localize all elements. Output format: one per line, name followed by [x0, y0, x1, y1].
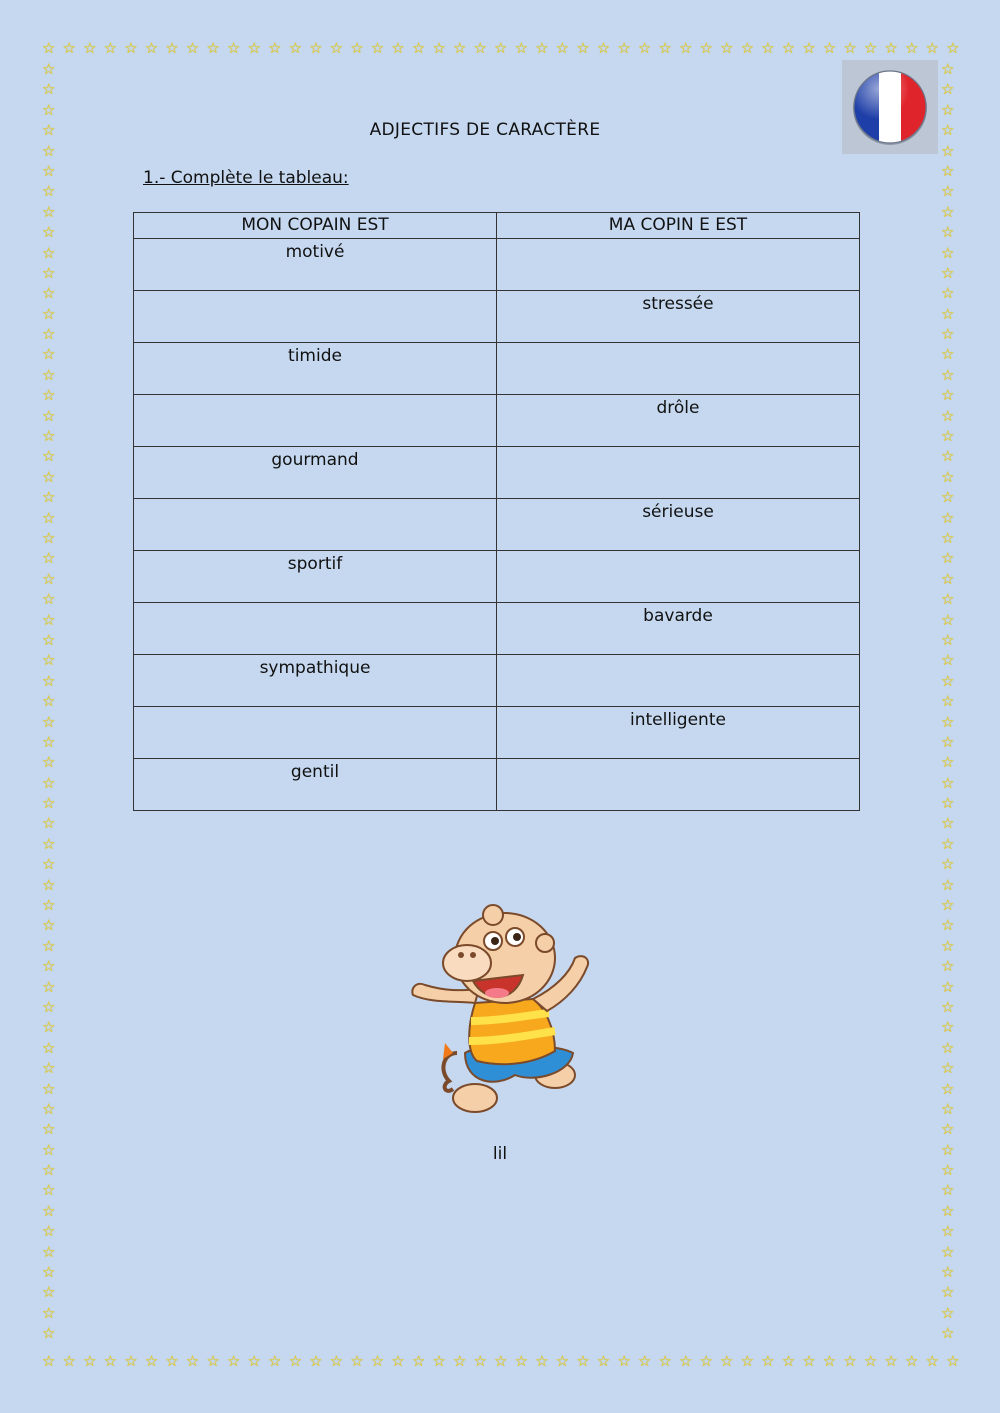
star-icon: ☆	[42, 1018, 56, 1037]
star-icon: ☆	[391, 39, 405, 57]
star-icon: ☆	[42, 508, 56, 527]
cell-feminine[interactable]	[497, 343, 860, 395]
star-border-bottom	[42, 1354, 960, 1369]
cell-feminine[interactable]	[497, 447, 860, 499]
star-icon: ☆	[370, 39, 385, 57]
star-icon: ☆	[165, 39, 179, 57]
star-border-top	[42, 41, 960, 56]
star-icon: ☆	[42, 1120, 56, 1139]
star-icon: ☆	[941, 161, 955, 180]
star-icon: ☆	[941, 1242, 955, 1261]
star-icon: ☆	[781, 1352, 796, 1370]
star-icon: ☆	[42, 569, 56, 588]
star-icon: ☆	[822, 1352, 837, 1370]
star-icon: ☆	[941, 916, 955, 935]
table-row	[134, 395, 860, 447]
star-icon: ☆	[941, 1140, 955, 1159]
star-icon: ☆	[941, 1018, 955, 1037]
star-icon: ☆	[941, 773, 955, 792]
header-feminine: MA COPIN E EST	[497, 213, 860, 239]
star-icon: ☆	[309, 1352, 323, 1370]
star-icon: ☆	[42, 467, 56, 486]
star-icon: ☆	[740, 39, 755, 57]
star-icon: ☆	[941, 1283, 955, 1302]
cell-masculine[interactable]	[134, 603, 497, 655]
star-icon: ☆	[781, 39, 796, 57]
star-icon: ☆	[288, 1352, 303, 1370]
star-icon: ☆	[42, 651, 56, 670]
table-header-row	[134, 213, 860, 239]
star-icon: ☆	[494, 1352, 508, 1370]
star-icon: ☆	[83, 1352, 97, 1370]
star-icon: ☆	[946, 1352, 960, 1370]
star-icon: ☆	[165, 1352, 179, 1370]
star-icon: ☆	[42, 161, 56, 180]
star-icon: ☆	[941, 488, 955, 507]
star-icon: ☆	[941, 1201, 955, 1220]
star-icon: ☆	[42, 671, 56, 690]
star-icon: ☆	[42, 60, 56, 78]
header-masculine: MON COPAIN EST	[134, 213, 497, 239]
star-icon: ☆	[720, 39, 734, 57]
hippo-illustration	[405, 903, 595, 1123]
cell-masculine[interactable]	[134, 395, 497, 447]
star-icon: ☆	[596, 39, 611, 57]
star-icon: ☆	[941, 1120, 955, 1139]
star-icon: ☆	[555, 39, 570, 57]
cell-feminine[interactable]	[497, 759, 860, 811]
star-icon: ☆	[42, 1140, 56, 1159]
star-icon: ☆	[941, 1324, 955, 1343]
star-icon: ☆	[863, 1352, 878, 1370]
star-icon: ☆	[391, 1352, 405, 1370]
cell-feminine: stressée	[497, 291, 860, 343]
star-icon: ☆	[42, 855, 56, 874]
star-icon: ☆	[309, 39, 323, 57]
star-icon: ☆	[941, 712, 955, 731]
star-icon: ☆	[42, 1059, 56, 1078]
star-icon: ☆	[699, 1352, 713, 1370]
star-icon: ☆	[42, 1263, 56, 1282]
star-icon: ☆	[42, 345, 56, 364]
star-icon: ☆	[925, 39, 939, 57]
star-icon: ☆	[103, 1352, 118, 1370]
star-icon: ☆	[83, 39, 97, 57]
star-icon: ☆	[144, 39, 159, 57]
star-icon: ☆	[843, 39, 857, 57]
star-icon: ☆	[42, 304, 56, 323]
star-icon: ☆	[42, 753, 56, 772]
star-icon: ☆	[822, 39, 837, 57]
star-icon: ☆	[268, 1352, 282, 1370]
star-icon: ☆	[941, 997, 955, 1016]
star-icon: ☆	[206, 1352, 220, 1370]
table-row	[134, 343, 860, 395]
table-row	[134, 239, 860, 291]
cell-feminine[interactable]	[497, 655, 860, 707]
star-icon: ☆	[941, 1099, 955, 1118]
star-icon: ☆	[941, 732, 955, 751]
star-icon: ☆	[432, 1352, 446, 1370]
star-icon: ☆	[247, 1352, 261, 1370]
star-icon: ☆	[42, 1181, 56, 1200]
star-icon: ☆	[42, 997, 56, 1016]
star-icon: ☆	[941, 590, 955, 609]
star-icon: ☆	[42, 712, 56, 731]
star-icon: ☆	[42, 875, 56, 894]
star-icon: ☆	[42, 1222, 56, 1241]
star-icon: ☆	[42, 1038, 56, 1057]
star-icon: ☆	[863, 39, 878, 57]
exercise-instruction: 1.- Complète le tableau:	[143, 168, 349, 188]
star-icon: ☆	[42, 488, 56, 507]
star-icon: ☆	[42, 100, 56, 119]
star-icon: ☆	[42, 977, 56, 996]
star-icon: ☆	[941, 814, 955, 833]
star-icon: ☆	[740, 1352, 755, 1370]
star-icon: ☆	[941, 753, 955, 772]
cell-masculine: timide	[134, 343, 497, 395]
star-icon: ☆	[42, 732, 56, 751]
star-icon: ☆	[42, 610, 56, 629]
adjective-table	[133, 212, 860, 811]
cell-feminine: intelligente	[497, 707, 860, 759]
star-icon: ☆	[42, 223, 56, 242]
table-row	[134, 499, 860, 551]
star-icon: ☆	[941, 60, 955, 78]
star-icon: ☆	[941, 1059, 955, 1078]
star-icon: ☆	[904, 1352, 919, 1370]
star-icon: ☆	[42, 325, 56, 344]
star-icon: ☆	[42, 243, 56, 262]
star-icon: ☆	[941, 1038, 955, 1057]
cell-masculine: sympathique	[134, 655, 497, 707]
star-icon: ☆	[941, 243, 955, 262]
star-icon: ☆	[941, 427, 955, 446]
star-icon: ☆	[941, 406, 955, 425]
star-icon: ☆	[370, 1352, 385, 1370]
star-icon: ☆	[617, 1352, 631, 1370]
star-icon: ☆	[42, 80, 56, 99]
star-icon: ☆	[576, 1352, 590, 1370]
star-icon: ☆	[42, 39, 56, 57]
star-icon: ☆	[843, 1352, 857, 1370]
star-icon: ☆	[941, 630, 955, 649]
star-icon: ☆	[124, 39, 138, 57]
star-icon: ☆	[42, 590, 56, 609]
star-icon: ☆	[678, 1352, 693, 1370]
star-icon: ☆	[514, 1352, 529, 1370]
star-icon: ☆	[42, 936, 56, 955]
cell-feminine[interactable]	[497, 551, 860, 603]
star-icon: ☆	[941, 896, 955, 915]
star-icon: ☆	[350, 39, 364, 57]
star-icon: ☆	[576, 39, 590, 57]
star-icon: ☆	[42, 834, 56, 853]
star-icon: ☆	[226, 1352, 241, 1370]
star-icon: ☆	[62, 39, 76, 57]
star-icon: ☆	[535, 1352, 549, 1370]
star-icon: ☆	[42, 121, 56, 140]
star-icon: ☆	[42, 406, 56, 425]
star-icon: ☆	[247, 39, 261, 57]
star-icon: ☆	[699, 39, 713, 57]
star-icon: ☆	[941, 80, 955, 99]
star-icon: ☆	[555, 1352, 570, 1370]
table-row	[134, 291, 860, 343]
star-icon: ☆	[941, 855, 955, 874]
star-icon: ☆	[103, 39, 118, 57]
star-icon: ☆	[268, 39, 282, 57]
star-icon: ☆	[329, 1352, 344, 1370]
table-row	[134, 447, 860, 499]
star-icon: ☆	[42, 1324, 56, 1343]
star-icon: ☆	[42, 528, 56, 547]
star-icon: ☆	[42, 386, 56, 405]
star-icon: ☆	[42, 1352, 56, 1370]
table-row	[134, 603, 860, 655]
cell-masculine: gourmand	[134, 447, 497, 499]
star-icon: ☆	[42, 447, 56, 466]
star-icon: ☆	[941, 345, 955, 364]
table-row	[134, 759, 860, 811]
star-icon: ☆	[941, 365, 955, 384]
star-icon: ☆	[941, 834, 955, 853]
star-icon: ☆	[452, 1352, 467, 1370]
star-icon: ☆	[941, 325, 955, 344]
star-icon: ☆	[941, 284, 955, 303]
star-icon: ☆	[946, 39, 960, 57]
star-icon: ☆	[941, 549, 955, 568]
star-icon: ☆	[144, 1352, 159, 1370]
star-icon: ☆	[941, 936, 955, 955]
star-icon: ☆	[514, 39, 529, 57]
cell-masculine[interactable]	[134, 707, 497, 759]
star-icon: ☆	[941, 957, 955, 976]
star-icon: ☆	[941, 1181, 955, 1200]
star-icon: ☆	[941, 651, 955, 670]
star-icon: ☆	[941, 1263, 955, 1282]
star-icon: ☆	[411, 39, 426, 57]
star-icon: ☆	[473, 1352, 487, 1370]
star-icon: ☆	[941, 977, 955, 996]
cell-masculine: motivé	[134, 239, 497, 291]
star-icon: ☆	[42, 1201, 56, 1220]
star-icon: ☆	[941, 569, 955, 588]
cell-masculine[interactable]	[134, 291, 497, 343]
star-icon: ☆	[658, 1352, 672, 1370]
star-icon: ☆	[802, 1352, 816, 1370]
star-icon: ☆	[941, 467, 955, 486]
star-icon: ☆	[941, 1161, 955, 1180]
star-icon: ☆	[42, 182, 56, 201]
star-icon: ☆	[637, 39, 652, 57]
star-icon: ☆	[596, 1352, 611, 1370]
star-icon: ☆	[941, 182, 955, 201]
star-icon: ☆	[473, 39, 487, 57]
image-caption: lil	[492, 1144, 508, 1164]
star-icon: ☆	[941, 100, 955, 119]
star-icon: ☆	[802, 39, 816, 57]
star-icon: ☆	[925, 1352, 939, 1370]
star-icon: ☆	[42, 202, 56, 221]
star-icon: ☆	[350, 1352, 364, 1370]
star-icon: ☆	[941, 141, 955, 160]
star-icon: ☆	[42, 549, 56, 568]
star-icon: ☆	[941, 223, 955, 242]
star-icon: ☆	[941, 1303, 955, 1322]
star-icon: ☆	[288, 39, 303, 57]
star-icon: ☆	[941, 304, 955, 323]
star-icon: ☆	[941, 508, 955, 527]
star-icon: ☆	[678, 39, 693, 57]
table-row	[134, 655, 860, 707]
star-icon: ☆	[42, 692, 56, 711]
star-icon: ☆	[226, 39, 241, 57]
star-icon: ☆	[941, 528, 955, 547]
star-icon: ☆	[42, 1283, 56, 1302]
star-icon: ☆	[941, 386, 955, 405]
table-row	[134, 707, 860, 759]
star-icon: ☆	[42, 365, 56, 384]
star-icon: ☆	[761, 39, 775, 57]
star-icon: ☆	[494, 39, 508, 57]
star-icon: ☆	[617, 39, 631, 57]
star-icon: ☆	[941, 875, 955, 894]
star-icon: ☆	[42, 141, 56, 160]
star-icon: ☆	[42, 957, 56, 976]
star-icon: ☆	[761, 1352, 775, 1370]
star-icon: ☆	[658, 39, 672, 57]
cell-feminine: sérieuse	[497, 499, 860, 551]
star-icon: ☆	[42, 1099, 56, 1118]
cell-masculine: gentil	[134, 759, 497, 811]
star-icon: ☆	[42, 1161, 56, 1180]
star-icon: ☆	[941, 1222, 955, 1241]
star-icon: ☆	[904, 39, 919, 57]
star-icon: ☆	[941, 610, 955, 629]
star-icon: ☆	[42, 814, 56, 833]
star-icon: ☆	[185, 39, 200, 57]
star-icon: ☆	[206, 39, 220, 57]
star-icon: ☆	[432, 39, 446, 57]
cell-feminine: drôle	[497, 395, 860, 447]
page-title: ADJECTIFS DE CARACTÈRE	[369, 120, 601, 140]
cell-feminine[interactable]	[497, 239, 860, 291]
star-icon: ☆	[42, 916, 56, 935]
star-icon: ☆	[42, 1079, 56, 1098]
cell-masculine: sportif	[134, 551, 497, 603]
star-icon: ☆	[452, 39, 467, 57]
star-icon: ☆	[884, 1352, 898, 1370]
cell-feminine: bavarde	[497, 603, 860, 655]
star-icon: ☆	[42, 284, 56, 303]
star-icon: ☆	[42, 794, 56, 813]
star-icon: ☆	[42, 263, 56, 282]
star-icon: ☆	[941, 263, 955, 282]
star-icon: ☆	[720, 1352, 734, 1370]
star-icon: ☆	[637, 1352, 652, 1370]
star-icon: ☆	[941, 121, 955, 140]
star-icon: ☆	[42, 773, 56, 792]
star-icon: ☆	[941, 202, 955, 221]
star-icon: ☆	[42, 427, 56, 446]
star-icon: ☆	[535, 39, 549, 57]
star-icon: ☆	[411, 1352, 426, 1370]
star-icon: ☆	[62, 1352, 76, 1370]
star-icon: ☆	[42, 1303, 56, 1322]
star-icon: ☆	[941, 1079, 955, 1098]
star-icon: ☆	[941, 692, 955, 711]
star-icon: ☆	[124, 1352, 138, 1370]
star-icon: ☆	[42, 896, 56, 915]
star-icon: ☆	[329, 39, 344, 57]
star-icon: ☆	[941, 794, 955, 813]
star-icon: ☆	[941, 447, 955, 466]
star-icon: ☆	[941, 671, 955, 690]
table-row	[134, 551, 860, 603]
star-icon: ☆	[884, 39, 898, 57]
cell-masculine[interactable]	[134, 499, 497, 551]
star-icon: ☆	[42, 630, 56, 649]
star-icon: ☆	[185, 1352, 200, 1370]
star-icon: ☆	[42, 1242, 56, 1261]
